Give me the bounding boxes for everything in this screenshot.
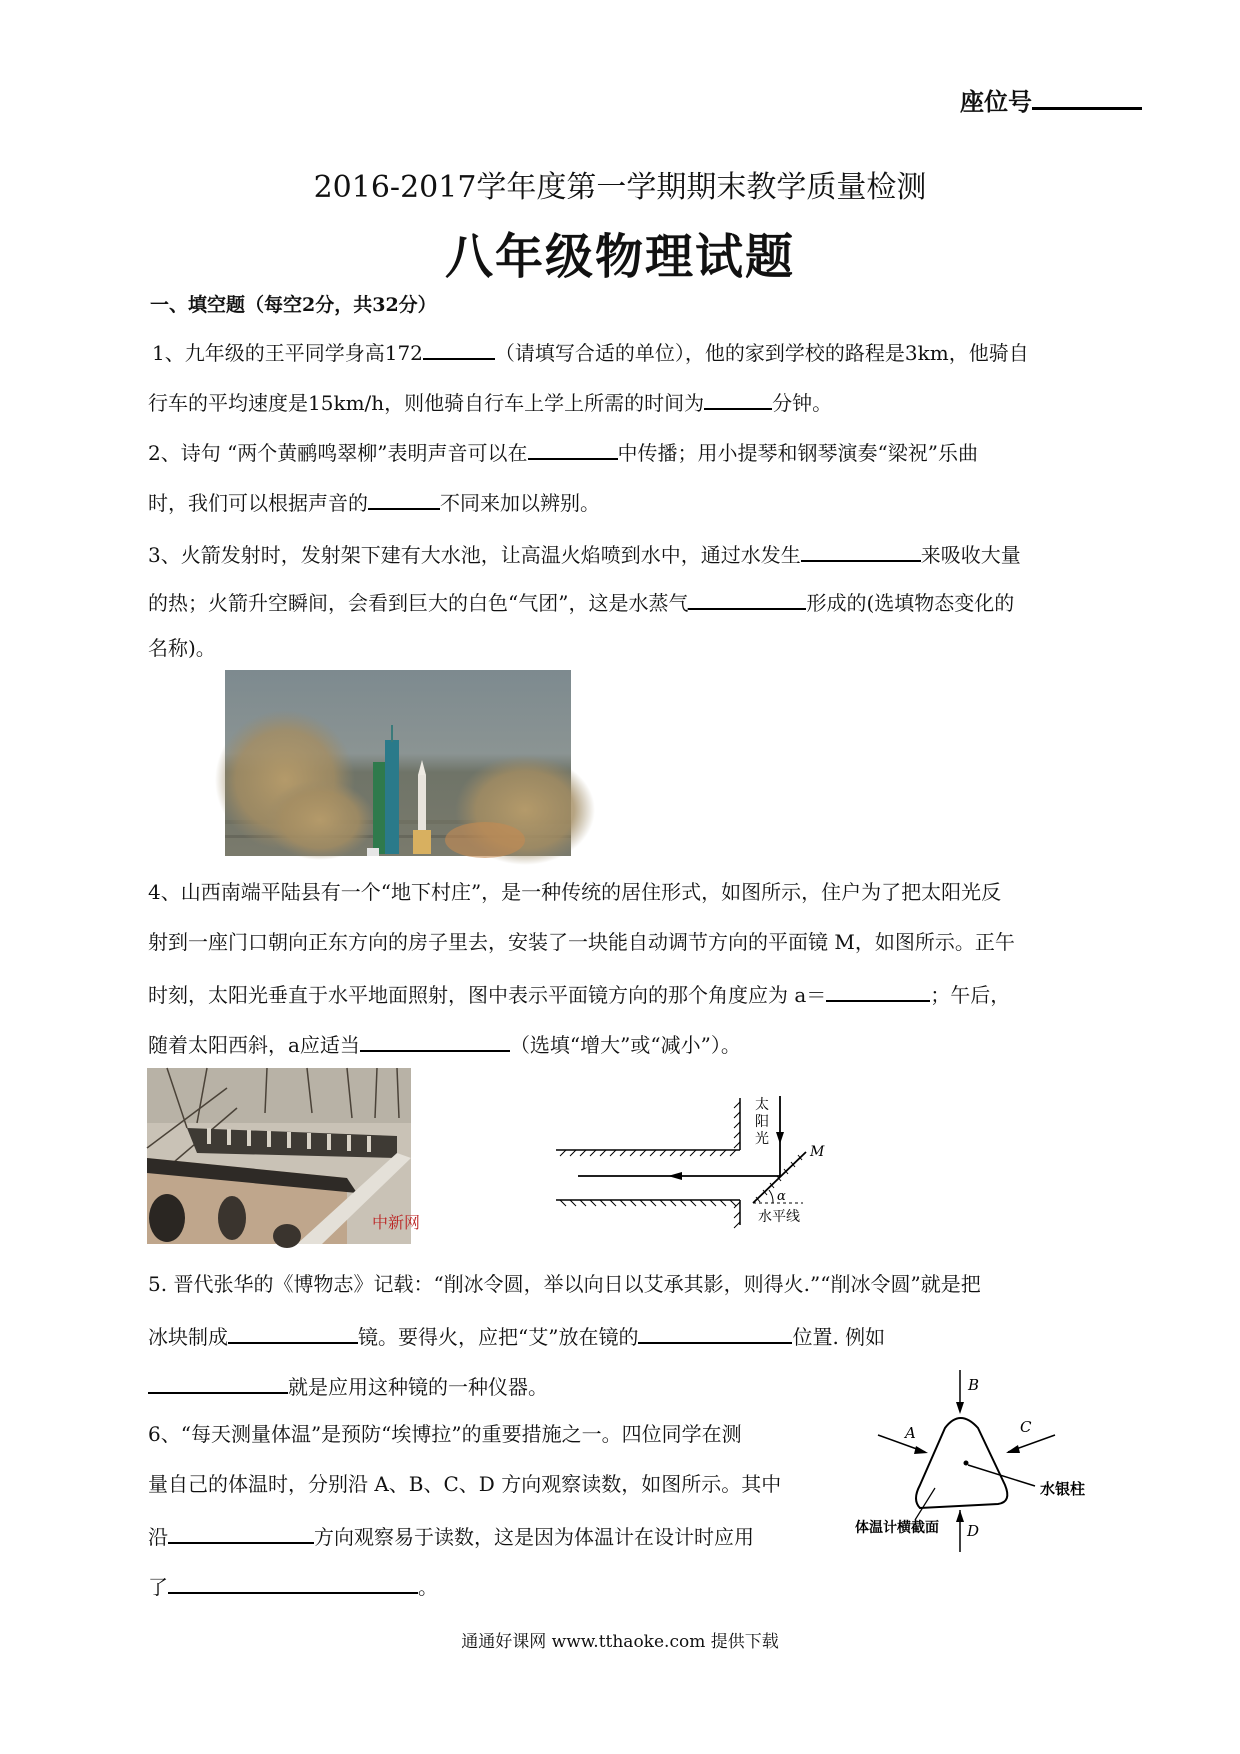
reflected-ray-arrow bbox=[668, 1172, 682, 1180]
answer-blank[interactable] bbox=[704, 388, 772, 410]
q2-text-a: 2、诗句 “两个黄鹂鸣翠柳”表明声音可以在 bbox=[148, 441, 528, 465]
horizon-label: 水平线 bbox=[758, 1209, 800, 1225]
q5-text-a: 冰块制成 bbox=[148, 1325, 228, 1349]
answer-blank[interactable] bbox=[826, 980, 930, 1002]
question-3-line-2 bbox=[148, 588, 1014, 615]
q3-text-b: 来吸收大量 bbox=[920, 543, 1021, 567]
exam-subtitle: 2016-2017学年度第一学期期末教学质量检测 bbox=[313, 170, 927, 205]
question-4-line-3 bbox=[148, 980, 1010, 1007]
sun-ray-arrow bbox=[776, 1132, 784, 1144]
section-heading: 一、填空题（每空2分，共32分） bbox=[150, 294, 437, 316]
thermometer-cross-section bbox=[850, 1370, 1100, 1555]
sun-label-2: 阳 bbox=[755, 1114, 769, 1130]
seat-number-blank[interactable] bbox=[1032, 85, 1142, 110]
q1-text-a: 1、九年级的王平同学身高172 bbox=[152, 341, 423, 365]
answer-blank[interactable] bbox=[801, 540, 921, 562]
mercury-dot bbox=[964, 1461, 969, 1466]
question-6-line-3 bbox=[148, 1522, 754, 1549]
cross-section-label: 体温计横截面 bbox=[855, 1520, 939, 1536]
direction-b-arrow bbox=[956, 1402, 964, 1414]
angle-label: α bbox=[777, 1189, 786, 1204]
thermometer-outline bbox=[916, 1418, 1007, 1508]
underground-village-image bbox=[147, 1068, 421, 1244]
q2-text-b: 中传播；用小提琴和钢琴演奏“梁祝”乐曲 bbox=[617, 441, 978, 465]
answer-blank[interactable] bbox=[168, 1522, 314, 1544]
q1-text-c: 行车的平均速度是15km/h，则他骑自行车上学上所需的时间为 bbox=[148, 391, 705, 415]
answer-blank[interactable] bbox=[638, 1322, 792, 1344]
question-2-line-1 bbox=[148, 438, 978, 465]
q5-text-b: 镜。要得火，应把“艾”放在镜的 bbox=[358, 1325, 639, 1349]
question-3-line-1 bbox=[148, 540, 1021, 567]
answer-blank[interactable] bbox=[228, 1322, 358, 1344]
underground-village-photo bbox=[147, 1068, 421, 1244]
mirror-reflection-diagram bbox=[548, 1090, 848, 1232]
answer-blank[interactable] bbox=[148, 1372, 288, 1394]
answer-blank[interactable] bbox=[528, 438, 618, 460]
q5-text-c: 位置. 例如 bbox=[792, 1325, 886, 1349]
question-4-line-4 bbox=[148, 1030, 741, 1057]
q6-text-d: 。 bbox=[418, 1575, 438, 1599]
mirror-diagram bbox=[548, 1090, 848, 1232]
label-d: D bbox=[967, 1522, 980, 1540]
question-4-line-1: 4、山西南端平陆县有一个“地下村庄”，是一种传统的居住形式，如图所示，住户为了把太阳光反 bbox=[148, 880, 1002, 904]
label-c: C bbox=[1020, 1418, 1032, 1436]
q5-text-d: 就是应用这种镜的一种仪器。 bbox=[288, 1375, 548, 1399]
q4-text-a: 时刻，太阳光垂直于水平地面照射，图中表示平面镜方向的那个角度应为 a＝ bbox=[148, 983, 827, 1007]
answer-blank[interactable] bbox=[423, 338, 495, 360]
seat-number-field bbox=[960, 82, 1142, 117]
question-5-line-1: 5. 晋代张华的《博物志》记载：“削冰令圆，举以向日以艾承其影，则得火.”“削冰令圆”就是把 bbox=[148, 1272, 981, 1296]
q2-text-d: 不同来加以辨别。 bbox=[440, 491, 600, 515]
answer-blank[interactable] bbox=[360, 1030, 510, 1052]
rocket-launch-photo bbox=[225, 670, 571, 856]
q2-text-c: 时，我们可以根据声音的 bbox=[148, 491, 368, 515]
question-6-line-2: 量自己的体温时，分别沿 A、B、C、D 方向观察读数，如图所示。其中 bbox=[148, 1472, 782, 1496]
question-1-line-2 bbox=[148, 388, 832, 415]
q3-text-d: 形成的(选填物态变化的 bbox=[806, 591, 1015, 615]
sun-label-1: 太 bbox=[755, 1097, 769, 1113]
answer-blank[interactable] bbox=[168, 1572, 418, 1594]
direction-a-arrow bbox=[914, 1446, 928, 1454]
thermometer-diagram bbox=[850, 1370, 1100, 1555]
q1-text-d: 分钟。 bbox=[772, 391, 833, 415]
q6-text-c: 了 bbox=[148, 1575, 168, 1599]
mirror-label: M bbox=[810, 1144, 825, 1160]
question-3-line-3: 名称)。 bbox=[148, 636, 216, 660]
rocket-launch-image bbox=[225, 670, 571, 856]
label-a: A bbox=[905, 1424, 916, 1442]
question-6-line-1: 6、“每天测量体温”是预防“埃博拉”的重要措施之一。四位同学在测 bbox=[148, 1422, 742, 1446]
question-2-line-2 bbox=[148, 488, 600, 515]
direction-d-arrow bbox=[956, 1510, 964, 1522]
q1-text-b: （请填写合适的单位），他的家到学校的路程是3km，他骑自 bbox=[494, 341, 1029, 365]
direction-c-arrow bbox=[1006, 1445, 1020, 1453]
question-5-line-3 bbox=[148, 1372, 548, 1399]
q3-text-a: 3、火箭发射时，发射架下建有大水池，让高温火焰喷到水中，通过水发生 bbox=[148, 543, 801, 567]
sun-label-3: 光 bbox=[755, 1131, 769, 1147]
question-6-line-4 bbox=[148, 1572, 438, 1599]
answer-blank[interactable] bbox=[688, 588, 806, 610]
question-1-line-1 bbox=[152, 338, 1029, 365]
answer-blank[interactable] bbox=[368, 488, 440, 510]
q4-text-c: 随着太阳西斜，a应适当 bbox=[148, 1033, 360, 1057]
seat-number-label: 座位号 bbox=[960, 87, 1032, 116]
question-5-line-2 bbox=[148, 1322, 885, 1349]
watermark-logo: 中新网 bbox=[372, 1213, 421, 1232]
exam-title: 八年级物理试题 bbox=[444, 229, 795, 285]
mercury-column-label: 水银柱 bbox=[1040, 1480, 1086, 1498]
footer-credit: 通通好课网 www.tthaoke.com 提供下载 bbox=[461, 1632, 779, 1652]
question-4-line-2: 射到一座门口朝向正东方向的房子里去，安装了一块能自动调节方向的平面镜 M，如图所示。正午 bbox=[148, 930, 1015, 954]
q4-text-d: （选填“增大”或“减小”）。 bbox=[509, 1033, 741, 1057]
q6-text-b: 方向观察易于读数，这是因为体温计在设计时应用 bbox=[314, 1525, 754, 1549]
q6-text-a: 沿 bbox=[148, 1525, 168, 1549]
q4-text-b: ；午后， bbox=[930, 983, 1011, 1007]
q3-text-c: 的热；火箭升空瞬间，会看到巨大的白色“气团”，这是水蒸气 bbox=[148, 591, 689, 615]
label-b: B bbox=[968, 1376, 980, 1394]
